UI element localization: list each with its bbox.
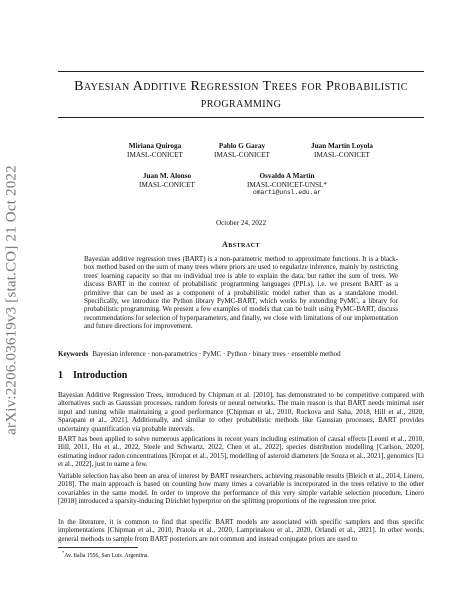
- section-heading: [58, 370, 137, 381]
- keywords-text: Bayesian inference · non-parametrics · PyMC · Python · binary trees · ensemble method: [92, 350, 341, 358]
- author-5: Osvaldo A Martín IMASL-CONICET-UNSL* omarti@unsl.edu.ar: [232, 172, 342, 198]
- author-1: Miriana Quiroga IMASL-CONICET: [127, 142, 183, 159]
- author-4: Juan M. Alonso IMASL-CONICET: [139, 172, 195, 189]
- paragraph-4: In the literature, it is common to find that specific BART models are associated with specific samplers and thus specific implementations [Chipman et al., 2010, Pratola et al., 2020, Lamprinakou et al., 2020, Orlandi et al., 2021]. In other words, general methods to sample from BART posteriors are not common and instead conjugate priors are used to: [58, 518, 424, 543]
- arxiv-stamp: arXiv:2206.03619v3 [stat.CO] 21 Oct 2022: [3, 165, 20, 435]
- title-bottom-rule: [58, 117, 424, 118]
- footnote: *Av. Italia 1556, San Luis. Argentina.: [62, 550, 149, 559]
- abstract-heading: Abstract: [221, 240, 261, 249]
- section-number: 1: [58, 370, 63, 381]
- paragraph-1: Bayesian Additive Regression Trees, introduced by Chipman et al. [2010], has demonstrated to be competitive compared with alternatives such as Gaussian processes, random forests or neural networks. The main reason is that BART needs minimal user input and tuning while maintaining a good performance [Chipman et al., 2010, Rockova and Saha, 2018, Hill et al., 2020, Sparapani et al., 2021]. Additionally, and similar to other probabilistic methods like Gaussian processes, BART provides uncertainty quantification via probable intervals.: [58, 391, 424, 433]
- paragraph-3: Variable selection has also been an area of interest by BART researchers, achieving reasonable results [Bleich et al., 2014, Linero, 2018]. The main approach is based on counting how many times a covariable is incorporated in the trees relative to the other covariables in the same model. In order to improve the performance of this very simple variable selection procedure, Linero [2018] introduced a sparsity-inducing Dirichlet hyperprior on the splitting proportions of the regression tree prior.: [58, 472, 424, 506]
- author-email[interactable]: omarti@unsl.edu.ar: [252, 189, 322, 197]
- title-top-rule: [58, 71, 424, 72]
- keywords-label: Keywords: [58, 350, 89, 358]
- author-3: Juan Martín Loyola IMASL-CONICET: [311, 142, 373, 159]
- abstract-text: Bayesian additive regression trees (BART) is a non-parametric method to approximate functions. It is a black-box method based on the sum of many trees where priors are used to regularize inference, mainly by restricting trees' learning capacity so that no individual tree is able to explain the data, but rather the sum of trees. We discuss BART in the context of probabilistic programming languages (PPLs), i.e. we present BART as a primitive that can be used as a component of a probabilistic model rather than as a standalone model. Specifically, we introduce the Python library PyMC-BART, which works by extending PyMC, a library for probabilistic programming. We present a few examples of models that can be built using PyMC-BART, discuss recommendations for selection of hyperparameters, and finally, we close with limitations of our implementation and future directions for improvement.: [84, 255, 398, 331]
- section-title: Introduction: [73, 370, 128, 381]
- paper-date: October 24, 2022: [215, 219, 267, 227]
- paper-title: [58, 78, 424, 112]
- keywords: [58, 350, 424, 358]
- title-line-1: Bayesian Additive Regression Trees for Probabilistic: [74, 79, 408, 94]
- paragraph-2: BART has been applied to solve numerous applications in recent years including estimation of causal effects [Leonti et al., 2010, Hill, 2011, Hu et al., 2022, Steele and Schwartz, 2022, Chen et al., 2022], species distribution modelling [Carlson, 2020], estimating indoor radon concentrations [Kropat et al., 2015], modelling of asteroid diameters [de Souza et al., 2021], genomics [Li et al., 2022], just to name a few.: [58, 435, 424, 469]
- footnote-rule: [58, 547, 138, 548]
- title-line-2: programming: [200, 96, 282, 111]
- author-2: Pablo G Garay IMASL-CONICET: [214, 142, 270, 159]
